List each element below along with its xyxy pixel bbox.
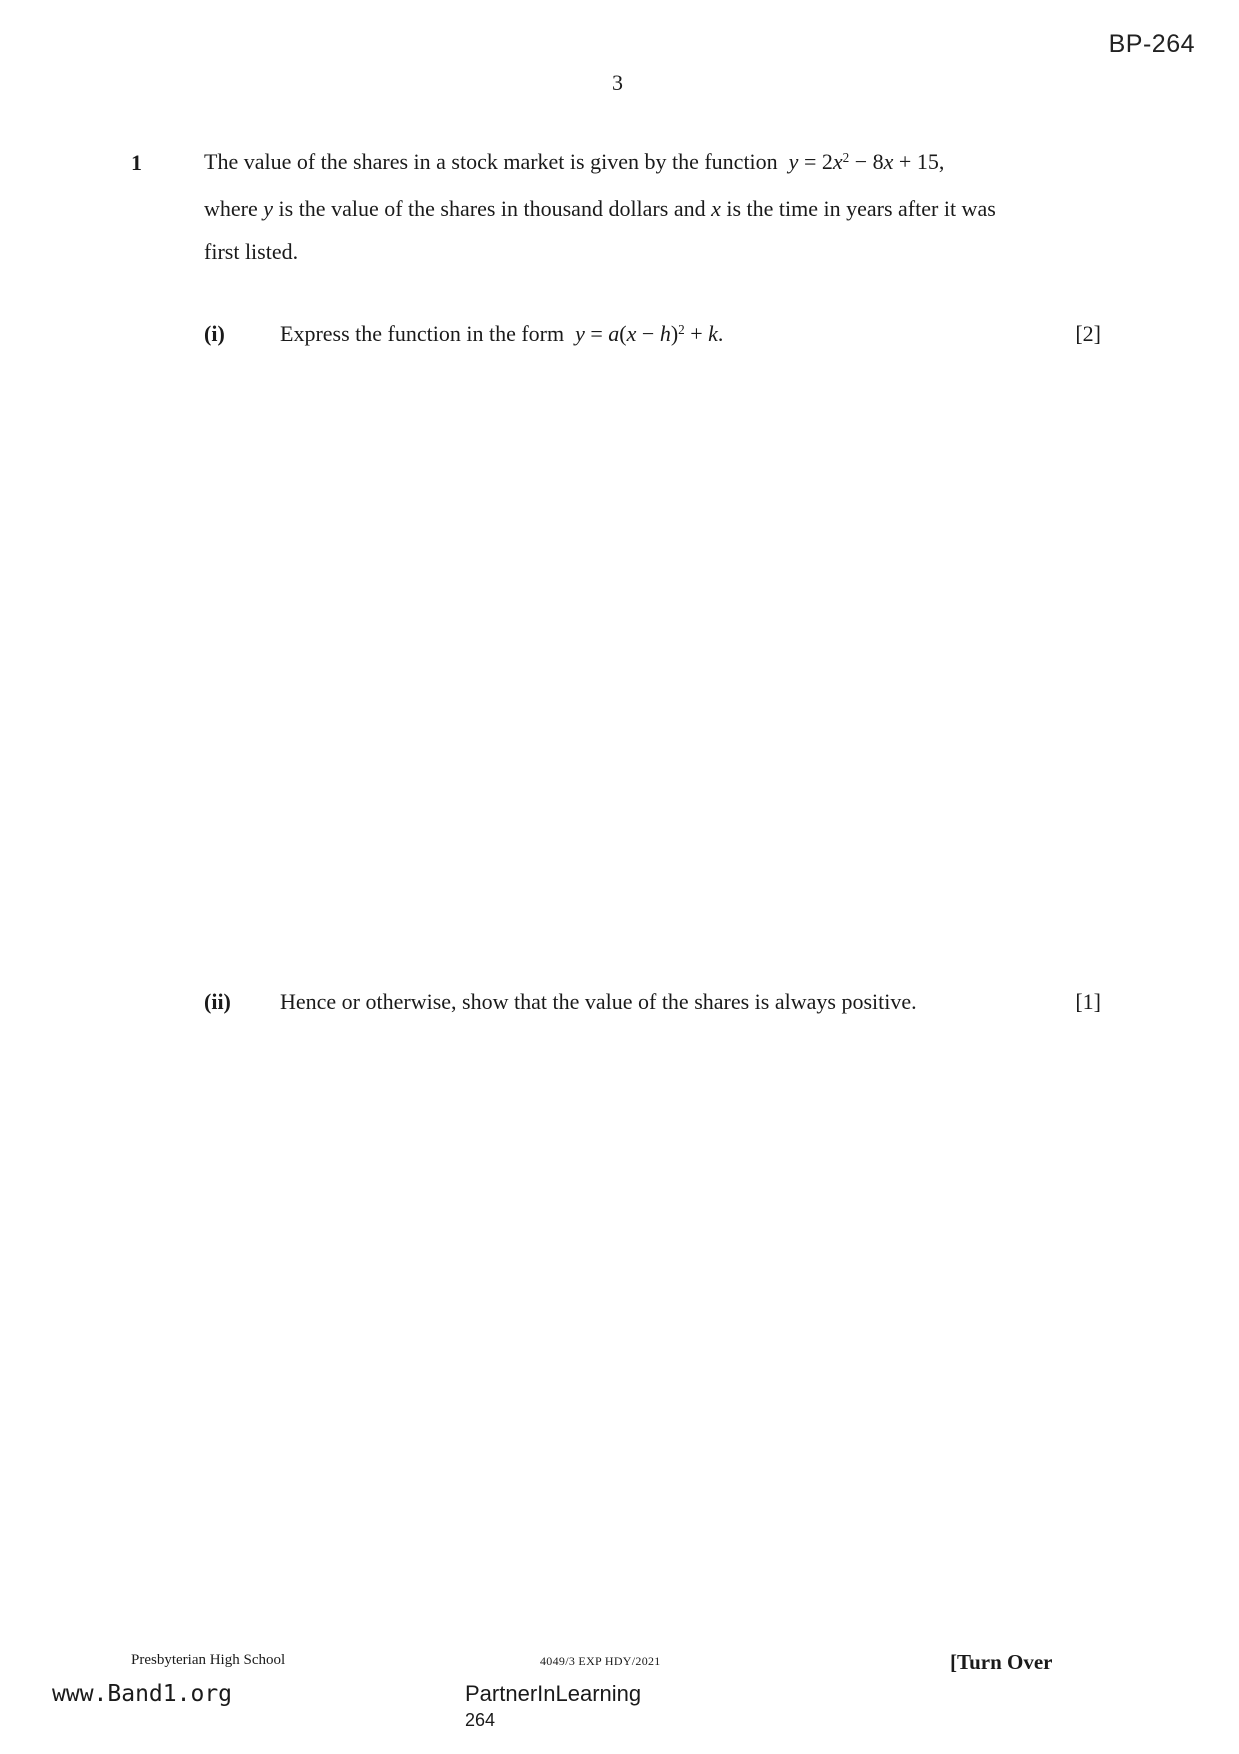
vf-eq: = (584, 321, 609, 346)
formula-tail: + 15, (893, 149, 945, 174)
question-line-2-end: is the time in years after it was (726, 196, 996, 221)
part-i-marks: [2] (1075, 321, 1101, 346)
question-line-3: first listed. (204, 239, 299, 264)
vf-exponent: 2 (678, 321, 685, 337)
question-line-1-text: The value of the shares in a stock market is given by the function (204, 149, 778, 174)
question-line-2-mid: is the value of the shares in thousand dollars and (278, 196, 706, 221)
footer-website: www.Band1.org (52, 1681, 233, 1707)
vf-minus: − (636, 321, 660, 346)
question-number: 1 (131, 150, 142, 175)
part-i-label: (i) (204, 321, 225, 346)
vf-y: y (575, 321, 585, 346)
part-ii-label: (ii) (204, 989, 231, 1014)
formula-eq: = 2 (798, 149, 833, 174)
part-i-instruction: Express the function in the form (280, 321, 565, 346)
question-line-2 (204, 198, 996, 220)
share-value-function (789, 149, 945, 174)
vf-open: ( (619, 321, 627, 346)
page-number: 3 (612, 70, 623, 95)
part-i-text (280, 321, 723, 347)
footer-partner-text: PartnerInLearning (465, 1681, 642, 1706)
question-line-1 (204, 151, 944, 173)
part-ii-text: Hence or otherwise, show that the value of the shares is always positive. (280, 989, 917, 1014)
formula-x: x (832, 149, 843, 174)
part-ii-marks: [1] (1075, 989, 1101, 1014)
vf-a: a (608, 321, 620, 346)
variable-x: x (711, 196, 721, 221)
footer-turn-over: [Turn Over (950, 1650, 1053, 1674)
vf-end: . (717, 321, 724, 346)
where-word: where (204, 196, 258, 221)
formula-exponent: 2 (842, 149, 850, 165)
formula-y: y (788, 149, 799, 174)
formula-x-linear: x (883, 149, 894, 174)
vf-close: ) (670, 321, 679, 346)
footer-school-name: Presbyterian High School (131, 1652, 286, 1668)
variable-y: y (263, 196, 274, 221)
vf-plus: + (684, 321, 709, 346)
formula-mid: − 8 (849, 149, 884, 174)
document-code: BP-264 (1108, 30, 1195, 58)
footer-paper-code: 4049/3 EXP HDY/2021 (540, 1654, 661, 1668)
vertex-form-formula (575, 321, 723, 346)
footer-partner-number: 264 (465, 1710, 496, 1730)
vf-x: x (626, 321, 637, 346)
vf-h: h (659, 321, 671, 346)
vf-k: k (708, 321, 718, 346)
